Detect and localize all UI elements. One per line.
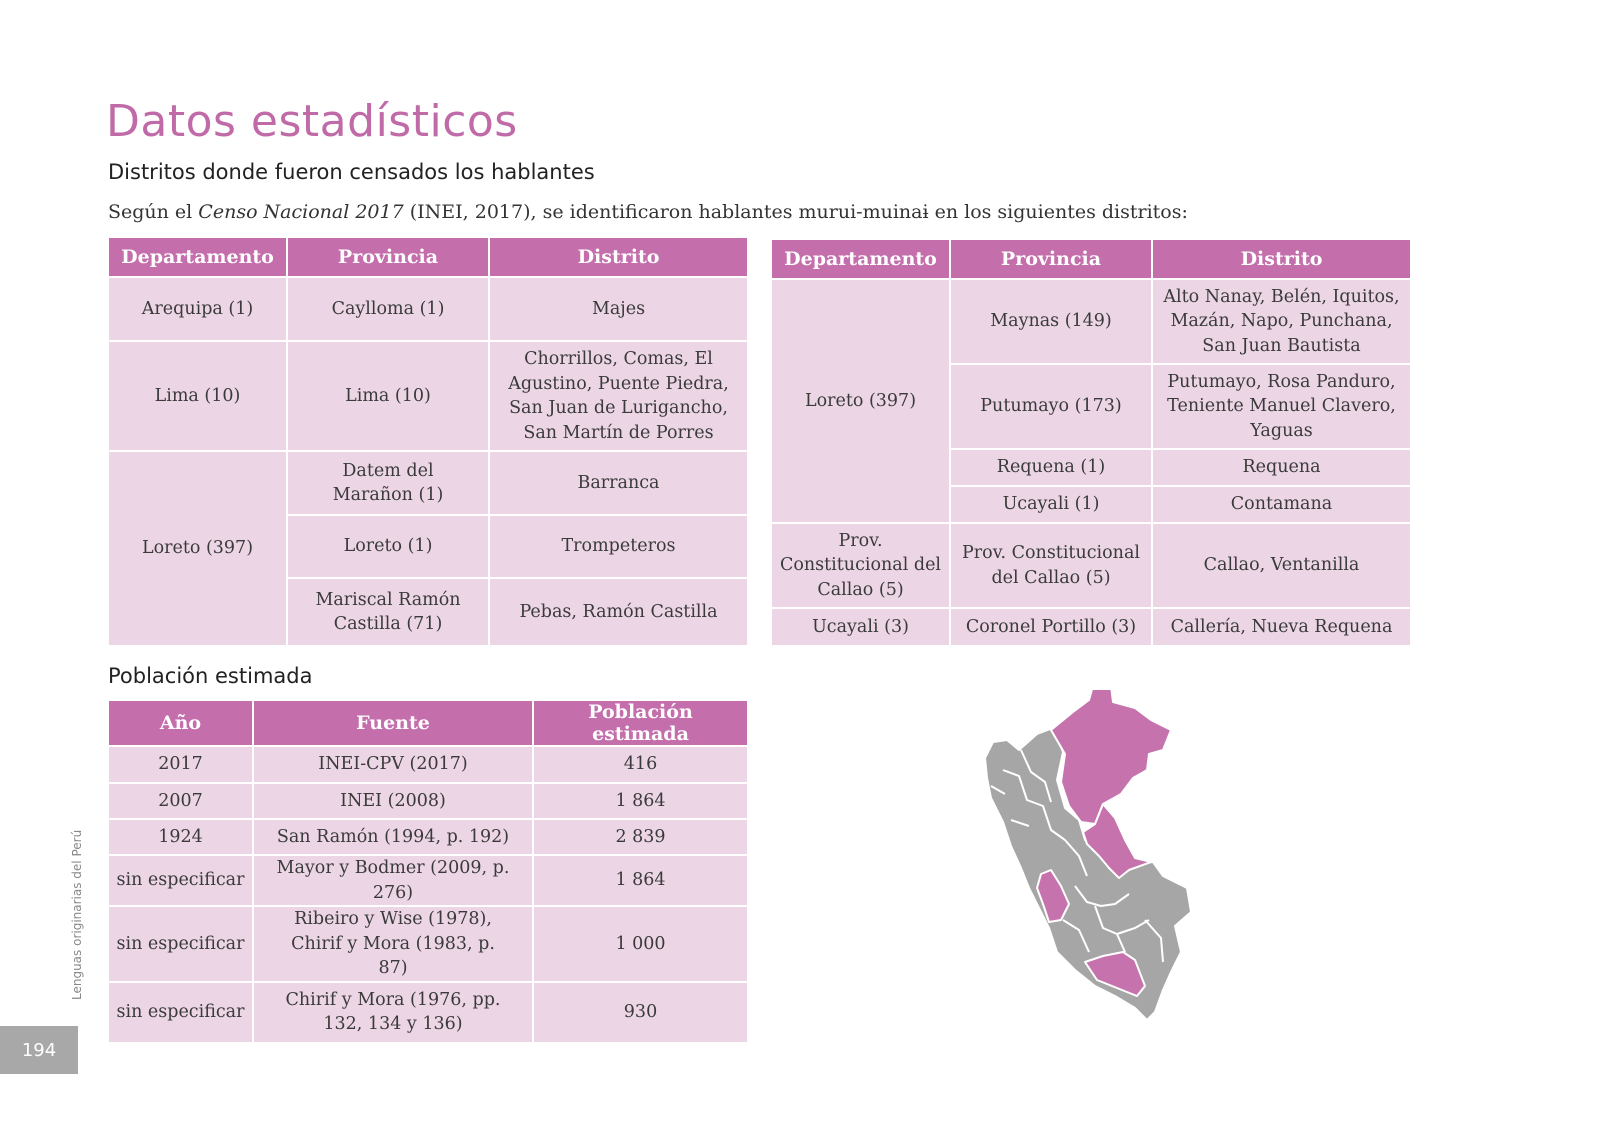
districts-table-right <box>770 238 1412 647</box>
section-subtitle: Distritos donde fueron censados los hablantes <box>108 160 595 184</box>
cell-departamento: Prov. Constitucional del Callao (5) <box>771 523 950 608</box>
table-header-row <box>108 700 748 746</box>
cell-population: 1 864 <box>533 783 748 819</box>
intro-text-after: (INEI, 2017), se identificaron hablantes murui-muinaɨ en los siguientes distritos: <box>403 201 1188 223</box>
cell-departamento: Loreto (397) <box>771 279 950 523</box>
cell-distrito: Majes <box>489 277 748 341</box>
table-row <box>108 451 748 515</box>
cell-provincia: Caylloma (1) <box>287 277 489 341</box>
cell-distrito: Trompeteros <box>489 515 748 578</box>
table-row <box>108 906 748 982</box>
cell-source: Mayor y Bodmer (2009, p. 276) <box>253 855 533 906</box>
cell-year: sin especificar <box>108 906 253 982</box>
header-provincia: Provincia <box>950 239 1152 279</box>
cell-source: Ribeiro y Wise (1978), Chirif y Mora (1983, p. 87) <box>253 906 533 982</box>
cell-year: 2007 <box>108 783 253 819</box>
cell-distrito: Pebas, Ramón Castilla <box>489 578 748 646</box>
header-population: Población estimada <box>533 700 748 746</box>
cell-source: Chirif y Mora (1976, pp. 132, 134 y 136) <box>253 982 533 1043</box>
header-source: Fuente <box>253 700 533 746</box>
table-row <box>108 783 748 819</box>
table-row <box>108 746 748 783</box>
cell-provincia: Maynas (149) <box>950 279 1152 364</box>
cell-source: INEI-CPV (2017) <box>253 746 533 783</box>
cell-provincia: Prov. Constitucional del Callao (5) <box>950 523 1152 608</box>
cell-year: 1924 <box>108 819 253 855</box>
cell-source: San Ramón (1994, p. 192) <box>253 819 533 855</box>
cell-distrito: Putumayo, Rosa Panduro, Teniente Manuel Clavero, Yaguas <box>1152 364 1411 449</box>
cell-year: sin especificar <box>108 982 253 1043</box>
book-title-side-label: Lenguas originarias del Perú <box>70 829 84 1000</box>
cell-provincia: Ucayali (1) <box>950 486 1152 523</box>
header-departamento: Departamento <box>108 237 287 277</box>
cell-population: 2 839 <box>533 819 748 855</box>
cell-distrito: Alto Nanay, Belén, Iquitos, Mazán, Napo, Punchana, San Juan Bautista <box>1152 279 1411 364</box>
peru-map <box>985 690 1225 1040</box>
cell-population: 416 <box>533 746 748 783</box>
cell-departamento: Lima (10) <box>108 341 287 451</box>
cell-year: sin especificar <box>108 855 253 906</box>
cell-provincia: Loreto (1) <box>287 515 489 578</box>
population-table <box>107 699 749 1044</box>
cell-provincia: Requena (1) <box>950 449 1152 486</box>
cell-provincia: Putumayo (173) <box>950 364 1152 449</box>
header-provincia: Provincia <box>287 237 489 277</box>
cell-distrito: Barranca <box>489 451 748 515</box>
cell-distrito: Chorrillos, Comas, El Agustino, Puente Piedra, San Juan de Lurigancho, San Martín de Porres <box>489 341 748 451</box>
page-title: Datos estadísticos <box>106 96 518 147</box>
cell-distrito: Contamana <box>1152 486 1411 523</box>
cell-source: INEI (2008) <box>253 783 533 819</box>
cell-departamento: Arequipa (1) <box>108 277 287 341</box>
table-row <box>771 608 1411 646</box>
map-region-loreto <box>1051 690 1171 824</box>
cell-distrito: Callería, Nueva Requena <box>1152 608 1411 646</box>
cell-provincia: Lima (10) <box>287 341 489 451</box>
table-header-row <box>771 239 1411 279</box>
table-row <box>108 819 748 855</box>
cell-provincia: Datem del Marañon (1) <box>287 451 489 515</box>
page-number: 194 <box>0 1026 78 1074</box>
cell-population: 1 864 <box>533 855 748 906</box>
cell-year: 2017 <box>108 746 253 783</box>
districts-table-left <box>107 236 749 647</box>
header-distrito: Distrito <box>489 237 748 277</box>
intro-paragraph <box>108 201 1188 223</box>
table-header-row <box>108 237 748 277</box>
header-departamento: Departamento <box>771 239 950 279</box>
table-row <box>108 855 748 906</box>
cell-departamento: Loreto (397) <box>108 451 287 646</box>
cell-provincia: Mariscal Ramón Castilla (71) <box>287 578 489 646</box>
table-row <box>108 277 748 341</box>
cell-population: 930 <box>533 982 748 1043</box>
intro-text-before: Según el <box>108 201 199 223</box>
table-row <box>771 523 1411 608</box>
table-row <box>108 341 748 451</box>
cell-departamento: Ucayali (3) <box>771 608 950 646</box>
table-row <box>108 982 748 1043</box>
table-row <box>771 279 1411 364</box>
cell-population: 1 000 <box>533 906 748 982</box>
cell-distrito: Callao, Ventanilla <box>1152 523 1411 608</box>
population-section-title: Población estimada <box>108 664 313 688</box>
cell-provincia: Coronel Portillo (3) <box>950 608 1152 646</box>
intro-census-title: Censo Nacional 2017 <box>198 201 404 223</box>
cell-distrito: Requena <box>1152 449 1411 486</box>
header-year: Año <box>108 700 253 746</box>
header-distrito: Distrito <box>1152 239 1411 279</box>
